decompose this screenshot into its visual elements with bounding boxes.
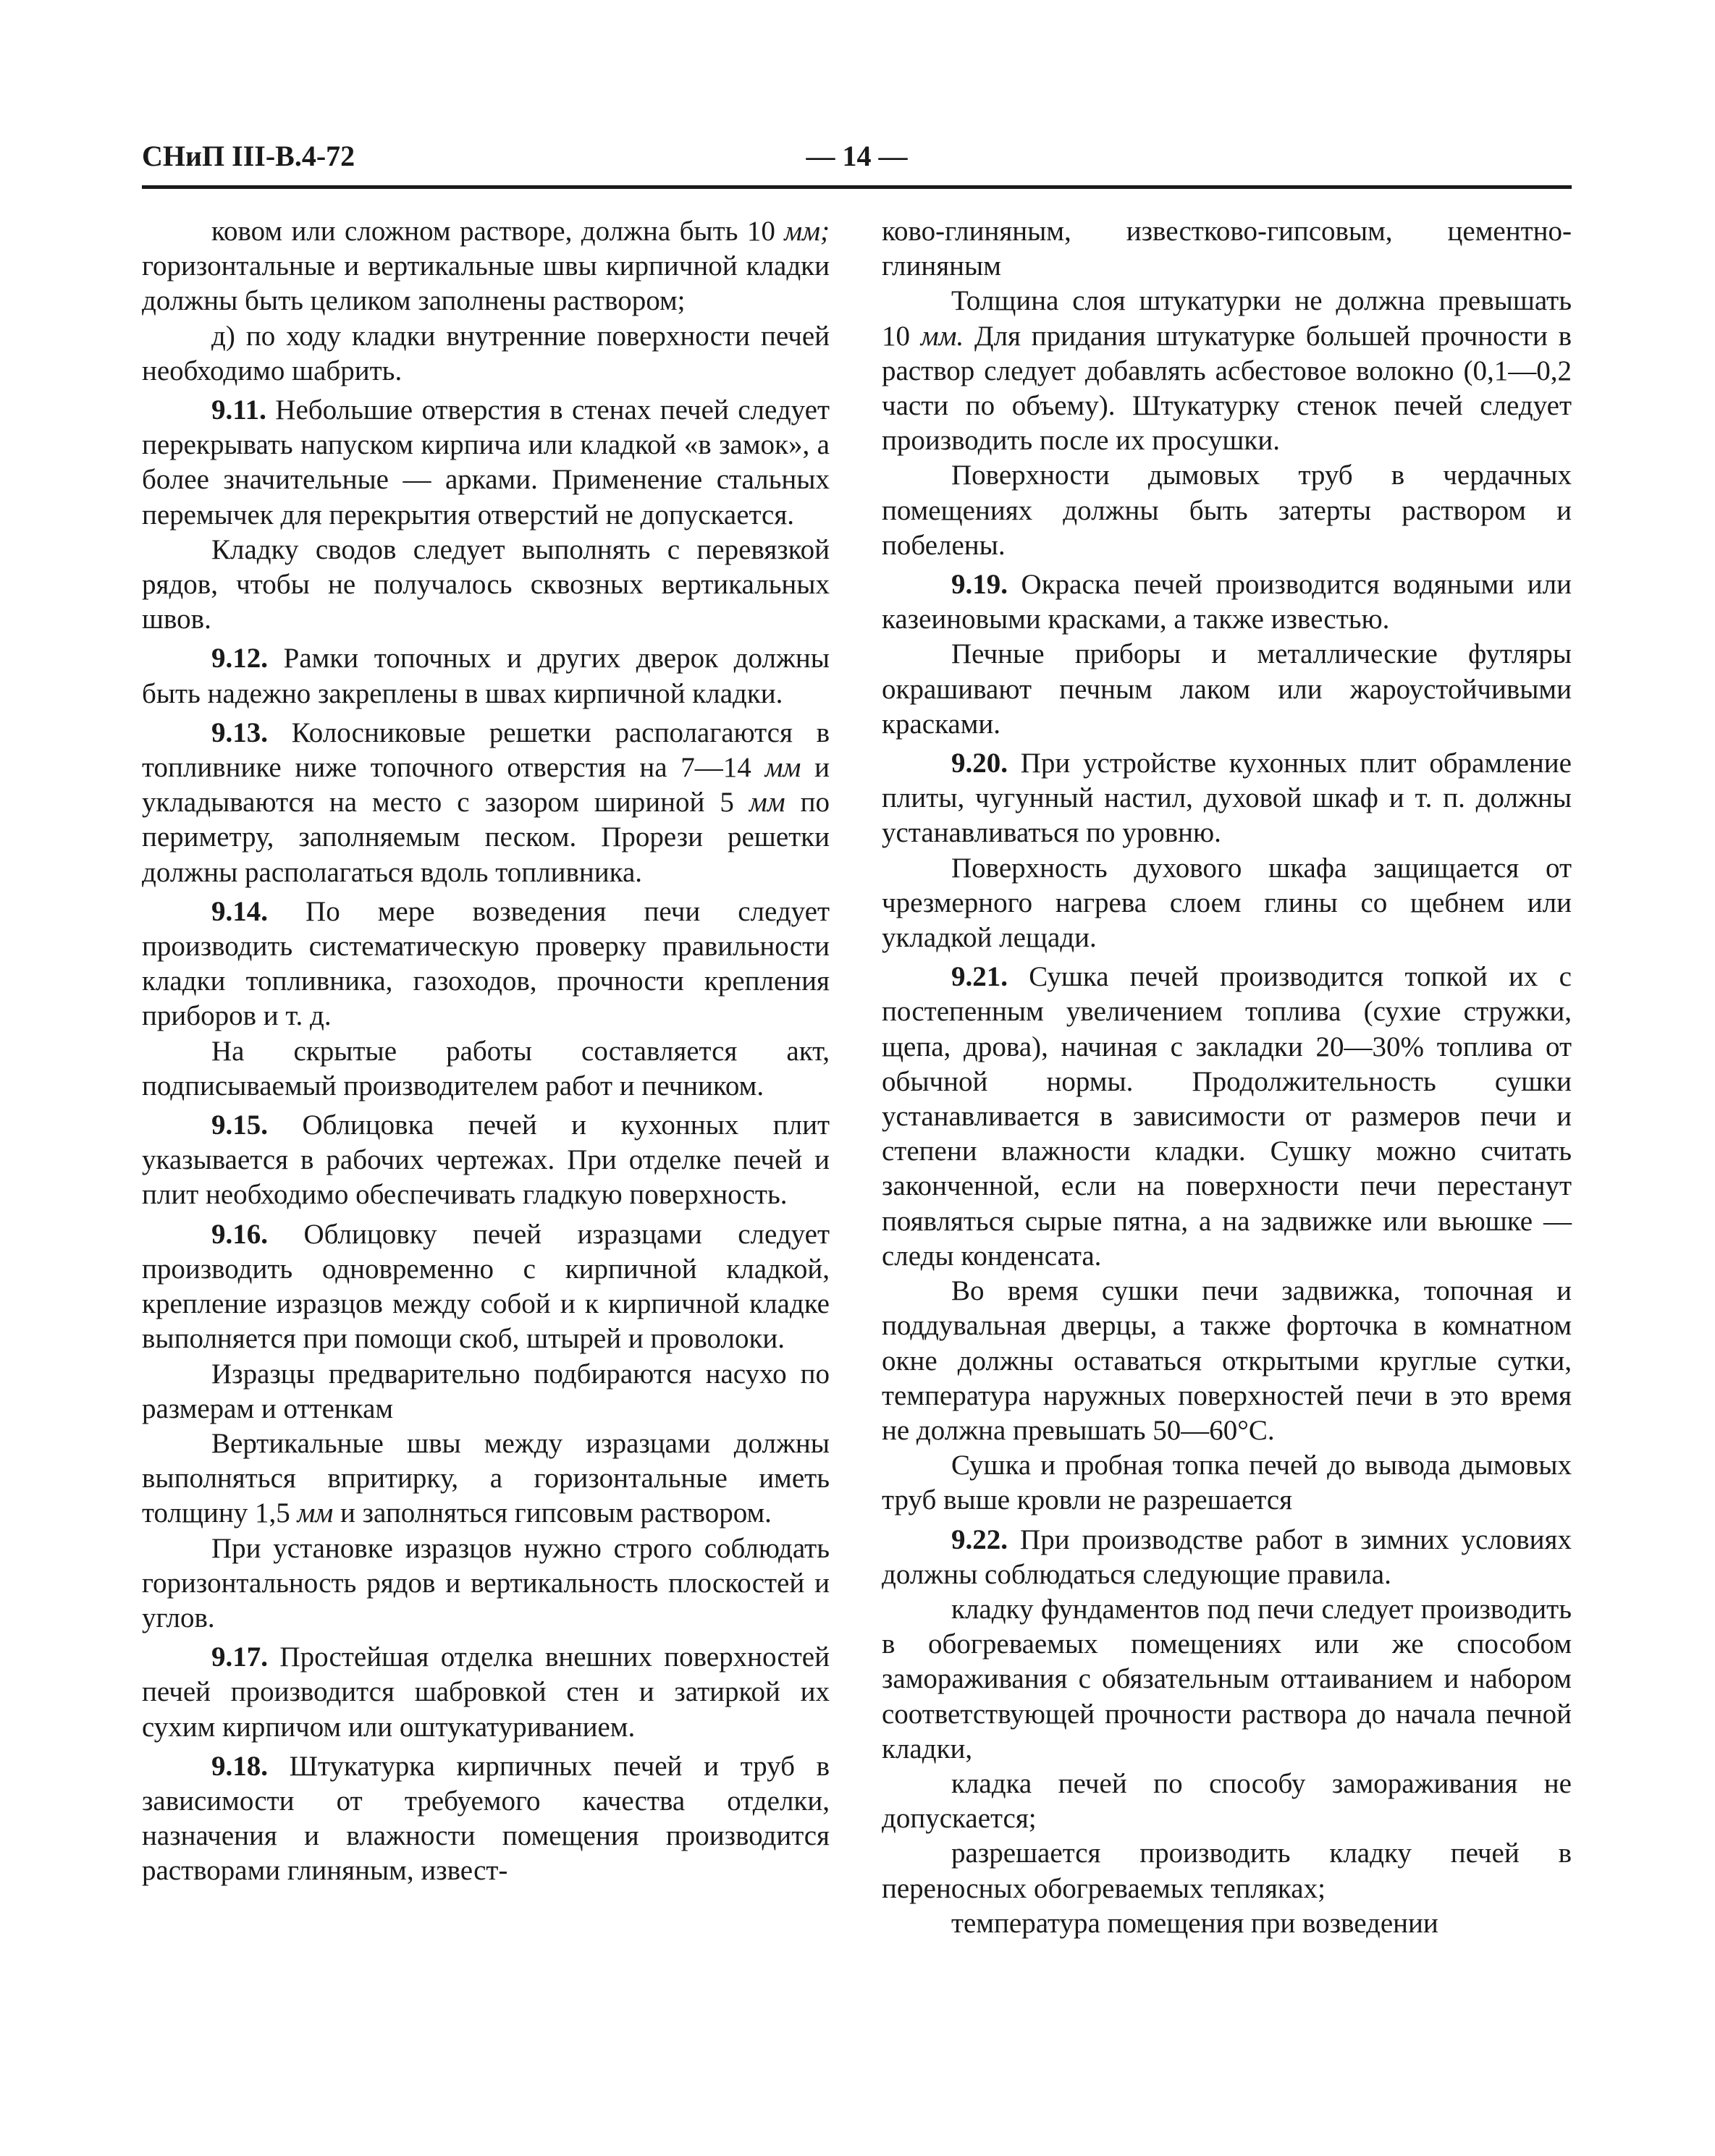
paragraph-text: кладку фундаментов под печи следует производить в обогреваемых помещениях или же способом замораживания с обязательным оттаиванием и набором соответствующей прочности раствора до начала печной кладки, (882, 1593, 1572, 1764)
paragraph-text: горизонтальные и вертикальные швы кирпичной кладки должны быть целиком заполнены раствором; (142, 250, 830, 317)
paragraph-text: кладка печей по способу замораживания не допускается; (882, 1767, 1572, 1835)
paragraph-text: При установке изразцов нужно строго соблюдать горизонтальность рядов и вертикальность плоскостей и углов. (142, 1532, 830, 1633)
paragraph-text: Облицовку печей изразцами следует производить одновременно с кирпичной кладкой, крепление изразцов между собой и к кирпичной кладке выполняется при помощи скоб, штырей и проволоки. (142, 1218, 830, 1355)
clause-number: 9.16. (211, 1218, 268, 1250)
clause-number: 9.19. (951, 569, 1008, 601)
paragraph-text: Изразцы предварительно подбираются насухо по размерам и оттенкам (142, 1358, 830, 1424)
paragraph-text: ковом или сложном растворе, должна быть 10 (211, 216, 785, 247)
paragraph-text: и заполняться гипсовым раствором. (333, 1497, 772, 1529)
paragraph (142, 1531, 830, 1636)
paragraph-text: Окраска печей производится водяными или казеиновыми красками, а также известью. (882, 569, 1572, 635)
paragraph (882, 851, 1572, 956)
paragraph (142, 319, 830, 389)
paragraph (142, 1426, 830, 1531)
paragraph (882, 214, 1572, 284)
paragraph-text: Сушка и пробная топка печей до вывода дымовых труб выше кровли не разрешается (882, 1450, 1572, 1516)
paragraph-text: Колосниковые решетки располагаются в топливнике ниже топочного отверстия на 7—14 (142, 716, 830, 784)
paragraph (882, 746, 1572, 851)
paragraph-text: Поверхность духового шкафа защищается от чрезмерного нагрева слоем глины со щебнем или укладкой лещади. (882, 852, 1572, 954)
paragraph (882, 637, 1572, 742)
paragraph-text: Небольшие отверстия в стенах печей следует перекрывать напуском кирпича или кладкой «в замок», а более значительные — арками. Применение стальных перемычек для перекрытия отверстий не допускается. (142, 394, 830, 530)
paragraph-text: по периметру, заполняемым песком. Прорези решетки должны располагаться вдоль топливника. (142, 787, 830, 888)
paragraph (142, 214, 830, 319)
paragraph-text: Облицовка печей и кухонных плит указывается в рабочих чертежах. При отделке печей и плит необходимо обеспечивать гладкую поверхность. (142, 1109, 830, 1211)
document-code: СНиП III-В.4-72 (142, 140, 355, 172)
paragraph (882, 1592, 1572, 1767)
paragraph-text: Толщина слоя штукатурки не должна превышать 10 (882, 285, 1572, 352)
paragraph-text: По мере возведения печи следует производить систематическую проверку правильности кладки топливника, газоходов, прочности крепления приборов и т. д. (142, 895, 830, 1032)
paragraph-text: Простейшая отделка внешних поверхностей печей производится шабровкой стен и затиркой их сухим кирпичом или оштукатуриванием. (142, 1641, 830, 1743)
unit-text: мм; (784, 216, 830, 247)
paragraph (142, 1217, 830, 1357)
clause-number: 9.13. (211, 716, 268, 748)
paragraph (142, 1108, 830, 1213)
paragraph (882, 960, 1572, 1274)
clause-number: 9.15. (211, 1109, 268, 1141)
paragraph (882, 1906, 1572, 1941)
left-column (142, 214, 830, 1889)
clause-number: 9.18. (211, 1750, 268, 1782)
paragraph (882, 1836, 1572, 1906)
paragraph-text: разрешается производить кладку печей в переносных обогреваемых тепляках; (882, 1838, 1572, 1904)
paragraph (882, 1448, 1572, 1518)
paragraph-text: и укладываются на место с зазором шириной 5 (142, 752, 830, 819)
paragraph-text: ково-глиняным, известково-гипсовым, цементно-глиняным (882, 216, 1572, 282)
paragraph-text: Печные приборы и металлические футляры окрашивают печным лаком или жароустойчивыми красками. (882, 638, 1572, 740)
paragraph-text: Сушка печей производится топкой их с постепенным увеличением топлива (сухие стружки, щепа, дрова), начиная с закладки 20—30% топлива от обычной нормы. Продолжительность сушки устанавливается в зависимости от размеров печи и степени влажности кладки. Сушку можно считать законченной, если на поверхности печи перестанут появляться сырые пятна, а на задвижке или вьюшке — следы конденсата. (882, 961, 1572, 1272)
clause-number: 9.14. (211, 895, 268, 927)
clause-number: 9.20. (951, 748, 1008, 779)
paragraph (882, 284, 1572, 458)
paragraph-text: На скрытые работы составляется акт, подписываемый производителем работ и печником. (142, 1035, 830, 1102)
paragraph (142, 1640, 830, 1745)
clause-number: 9.22. (951, 1523, 1008, 1555)
paragraph (882, 1523, 1572, 1592)
paragraph (882, 1274, 1572, 1448)
right-column (882, 214, 1572, 1941)
paragraph (142, 1749, 830, 1889)
clause-number: 9.11. (211, 394, 266, 426)
paragraph-text: Рамки топочных и других дверок должны быть надежно закреплены в швах кирпичной кладки. (142, 643, 830, 709)
page-number: — 14 — (806, 140, 908, 172)
paragraph (142, 1034, 830, 1104)
paragraph-text: д) по ходу кладки внутренние поверхности печей необходимо шабрить. (142, 320, 830, 386)
page-header (142, 129, 1572, 187)
paragraph-text: Штукатурка кирпичных печей и труб в зависимости от требуемого качества отделки, назначения и влажности помещения производится растворами глиняным, извест- (142, 1750, 830, 1887)
paragraph-text: Для придания штукатурке большей прочности в раствор следует добавлять асбестовое волокно (0,1—0,2 части по объему). Штукатурку стенок печей следует производить после их просушки. (882, 320, 1572, 457)
paragraph (142, 716, 830, 890)
paragraph (142, 533, 830, 638)
paragraph (882, 567, 1572, 637)
paragraph-text: Вертикальные швы между изразцами должны выполняться впритирку, а горизонтальные иметь толщину 1,5 (142, 1427, 830, 1529)
paragraph (142, 1357, 830, 1426)
paragraph-text: Поверхности дымовых труб в чердачных помещениях должны быть затерты раствором и побелены. (882, 460, 1572, 561)
paragraph (142, 641, 830, 711)
clause-number: 9.12. (211, 643, 268, 675)
paragraph-text: При производстве работ в зимних условиях должны соблюдаться следующие правила. (882, 1523, 1572, 1590)
unit-text: мм (297, 1497, 334, 1529)
unit-text: мм (764, 752, 801, 784)
paragraph-text: температура помещения при возведении (951, 1907, 1438, 1939)
paragraph-text: Во время сушки печи задвижка, топочная и поддувальная дверцы, а также форточка в комнатном окне должны оставаться открытыми круглые сутки, температура наружных поверхностей печи в это время не должна превышать 50—60°С. (882, 1275, 1572, 1446)
unit-text: мм. (920, 320, 964, 352)
clause-number: 9.17. (211, 1641, 268, 1673)
unit-text: мм (749, 787, 785, 819)
paragraph-text: При устройстве кухонных плит обрамление плиты, чугунный настил, духовой шкаф и т. п. должны устанавливаться по уровню. (882, 748, 1572, 849)
paragraph (882, 1767, 1572, 1836)
paragraph (142, 393, 830, 533)
paragraph (142, 895, 830, 1034)
paragraph-text: Кладку сводов следует выполнять с перевязкой рядов, чтобы не получалось сквозных вертикальных швов. (142, 533, 830, 635)
paragraph (882, 458, 1572, 563)
clause-number: 9.21. (951, 961, 1008, 993)
header-rule (142, 185, 1572, 189)
